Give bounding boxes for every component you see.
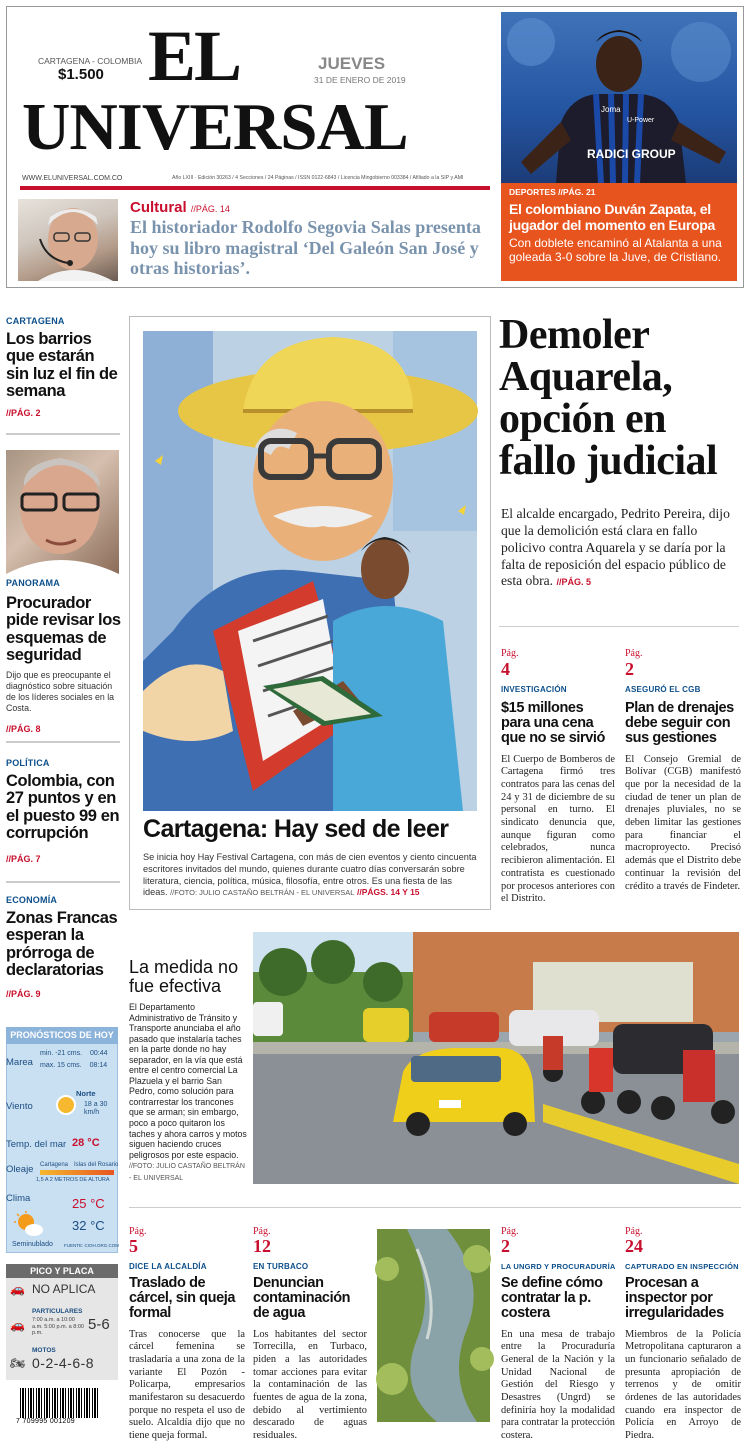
traffic-text: [129, 1002, 247, 1183]
segovia-portrait: [18, 199, 118, 281]
barcode-number: 7 709995 001209: [16, 1418, 75, 1425]
motorcycle-icon: 🏍: [10, 1356, 26, 1370]
sun-cloud-svg: [14, 1211, 44, 1237]
left-story-4-page: //PÁG. 9: [6, 989, 41, 1000]
weather-min-val: -21 cms.: [55, 1050, 83, 1057]
procurador-illustration: [6, 450, 119, 574]
barcode: [20, 1388, 98, 1418]
bottom-story-1[interactable]: [129, 1226, 245, 1443]
left-story-2-text: Dijo que es preocupante el diagnóstico sobre situación de los líderes sociales en la Costa.: [6, 670, 115, 714]
wind-compass-icon: [56, 1095, 76, 1115]
procurador-photo: [6, 450, 119, 574]
mural-illustration: [143, 331, 477, 811]
jersey-brand: Joma: [601, 105, 621, 114]
mid-story-2[interactable]: [625, 648, 741, 893]
weather-max-time: 08:14: [89, 1062, 108, 1069]
feature-page: //PÁGS. 14 Y 15: [357, 887, 420, 898]
traffic-photo[interactable]: [253, 932, 739, 1184]
bottom-story-2-pag-num: 12: [253, 1236, 271, 1256]
bottom-story-2-pag-label: Pág.: [253, 1226, 271, 1237]
weather-source: FUENTE: CIOH.ORG.COM: [64, 1243, 119, 1248]
weather-clima-desc: Seminublado: [12, 1241, 53, 1248]
weather-viento-label: Viento: [6, 1101, 33, 1112]
traffic-illustration: [253, 932, 739, 1184]
pico-placa-row2-times: 7:00 a.m. a 10:00 a.m. 5:00 p.m. a 8:00 p.m.: [32, 1317, 84, 1337]
left-story-3-headline: Colombia, con 27 puntos y en el puesto 99 en corrupción: [6, 772, 120, 842]
weather-marea-label: Marea: [6, 1057, 33, 1068]
masthead-price: $1.500: [58, 66, 104, 83]
sports-teaser-box[interactable]: [501, 183, 737, 281]
weather-temp-max: 32 °C: [72, 1218, 105, 1233]
left-story-2[interactable]: [6, 578, 122, 734]
masthead-logo-el: EL: [148, 16, 241, 96]
traffic-headline[interactable]: La medida no fue efectiva: [129, 957, 239, 997]
pico-placa-row3-label: MOTOS: [32, 1347, 56, 1354]
wave-bar: [40, 1170, 114, 1175]
mid-story-1-text: El Cuerpo de Bomberos de Cartagena firmó tres contratos para las cenas del 24 y 31 de diciembre de su personal en turno. El sindicato denuncia que, aunque figuran como celebrados, nunca recibieron alimentación. El contratista es cuestionado por procesos anteriores con el Distrito.: [501, 753, 615, 905]
mid-story-1-pag-label: Pág.: [501, 648, 519, 659]
mid-story-1-pag-num: 4: [501, 659, 510, 679]
left-story-1[interactable]: [6, 316, 120, 418]
bottom-story-1-headline: Traslado de cárcel, sin queja formal: [129, 1275, 236, 1322]
bottom-story-3-section: LA UNGRD Y PROCURADURÍA: [501, 1262, 616, 1271]
top-teaser-text[interactable]: El historiador Rodolfo Segovia Salas presenta hoy su libro magistral ‘Del Galeón San José y otras historias’.: [130, 217, 481, 279]
weather-max-val: 15 cms.: [57, 1062, 82, 1069]
left-story-2-section: PANORAMA: [6, 578, 60, 588]
pico-placa-row3-value: 0-2-4-6-8: [32, 1355, 95, 1371]
left-divider-2: [6, 741, 120, 743]
left-story-2-headline: Procurador pide revisar los esquemas de seguridad: [6, 594, 121, 664]
mid-story-2-headline: Plan de drenajes debe seguir con sus gestiones: [625, 700, 734, 747]
pico-placa-title: PICO Y PLACA: [6, 1264, 118, 1278]
left-story-3[interactable]: [6, 758, 122, 864]
bottom-story-4-section: CAPTURADO EN INSPECCIÓN: [625, 1262, 739, 1271]
portrait-illustration: [18, 199, 118, 281]
bottom-story-4-pag-label: Pág.: [625, 1226, 643, 1237]
weather-min-time: 00:44: [89, 1050, 108, 1057]
weather-marea-min: [40, 1050, 108, 1057]
zapata-illustration: [501, 12, 737, 183]
top-teaser-section-label: Cultural: [130, 199, 187, 216]
left-divider-1: [6, 433, 120, 435]
main-divider: [499, 626, 739, 627]
feature-caption-text: Se inicia hoy Hay Festival Cartagena, con más de cien eventos y ciento cincuenta escritores invitados del mundo, quienes durante cuatro días conversarán sobre literatura, ciencia, política, música, filosofía, entre otros. Es una fiesta de las ideas.: [143, 852, 477, 898]
pico-placa-row1-value: NO APLICA: [32, 1282, 96, 1296]
weather-temp-mar: 28 °C: [72, 1137, 100, 1149]
left-story-3-page: //PÁG. 7: [6, 854, 41, 865]
car-icon-2: 🚗: [10, 1318, 25, 1332]
pico-placa-row2-value: 5-6: [88, 1316, 110, 1333]
bottom-story-4-pag-num: 24: [625, 1236, 643, 1256]
left-story-3-section: POLÍTICA: [6, 758, 50, 768]
left-story-1-page: //PÁG. 2: [6, 408, 41, 419]
weather-oleaje-cartagena: Cartagena: [40, 1162, 69, 1168]
masthead-city: CARTAGENA - COLOMBIA: [38, 56, 143, 66]
main-page: //PÁG. 5: [556, 577, 592, 588]
bottom-story-3[interactable]: [501, 1226, 615, 1443]
left-story-4-section: ECONOMÍA: [6, 895, 58, 905]
jersey-sponsor1: U-Power: [627, 117, 655, 124]
top-teaser-section: [130, 199, 230, 216]
bottom-story-3-pag-label: Pág.: [501, 1226, 519, 1237]
bottom-story-2-headline: Denuncian contaminación de agua: [253, 1275, 351, 1322]
sports-teaser-section-label: DEPORTES: [509, 187, 556, 197]
masthead-edition-info: Año LXIII · Edición 30263 / 4 Secciones / 24 Páginas / ISSN 0122-6843 / Licencia Mingobierno 003384 / Afiliado a la SIP y AMI: [172, 175, 464, 181]
weather-temp-min: 25 °C: [72, 1196, 105, 1211]
bottom-story-2[interactable]: [253, 1226, 367, 1443]
feature-caption: [143, 852, 477, 899]
weather-min-label: min.: [40, 1050, 54, 1057]
sports-teaser-headline: El colombiano Duván Zapata, el jugador del momento en Europa: [509, 201, 715, 233]
left-story-2-page: //PÁG. 8: [6, 724, 41, 735]
sports-teaser-page: //PÁG. 21: [558, 187, 596, 197]
traffic-text-body: El Departamento Administrativo de Tránsito y Transporte anunciaba el año pasado que instalaría taches en la parte donde no hay separador, en la vía que está entre el centro comercial La Plazuela y el barrio San Pedro, como solución para contrarrestar los trancones que se arman; sin embargo, poco a poco quitaron los taches y ahora carros y motos siguen haciendo cruces peligrosos por este espacio.: [129, 1002, 247, 1160]
partly-cloudy-icon: [14, 1211, 44, 1237]
bottom-story-3-headline: Se define cómo contratar la p. costera: [501, 1275, 603, 1322]
bottom-story-2-section: EN TURBACO: [253, 1262, 309, 1271]
bottom-story-1-pag-num: 5: [129, 1236, 138, 1256]
mid-story-2-text: El Consejo Gremial de Bolívar (CGB) manifestó que por la necesidad de la ciudad de tener un plan de drenajes pluviales, no se deben limitar las gestiones para financiar el macroproyecto. Precisó además que el Distrito debe continuar la revisión del crédito a través de Findeter.: [625, 753, 741, 892]
mid-story-2-section: ASEGURÓ EL CGB: [625, 685, 701, 694]
weather-marea-max: [40, 1062, 107, 1069]
bottom-story-3-text: En una mesa de trabajo entre la Procuraduría General de la Nación y la Unidad Nacional de Gestión del Riesgo y Desastres (Ungrd) se definiría hoy la modalidad para contratar la protección costera.: [501, 1328, 615, 1442]
mid-story-1-headline: $15 millones para una cena que no se sirvió: [501, 700, 605, 747]
mid-story-1-section: INVESTIGACIÓN: [501, 685, 567, 694]
sports-teaser-text: Con doblete encaminó al Atalanta a una goleada 3-0 sobre la Juve, de Cristiano.: [509, 236, 722, 265]
sports-teaser-section: [509, 187, 729, 197]
bottom-story-4[interactable]: [625, 1226, 741, 1443]
mid-story-2-pag-label: Pág.: [625, 648, 643, 659]
hay-festival-photo[interactable]: [143, 331, 477, 811]
bottom-story-1-pag-label: Pág.: [129, 1226, 147, 1237]
bottom-row-divider: [129, 1207, 741, 1208]
water-contamination-photo[interactable]: [377, 1229, 490, 1422]
zapata-photo[interactable]: [501, 12, 737, 183]
pico-placa-row2-label: PARTICULARES: [32, 1308, 83, 1315]
bottom-story-1-text: Tras conocerse que la cárcel femenina se trasladaría a una zona de la variante El Pozón - Policarpa, empresarios manifestaron su desacuerdo porque no respeta el uso de suelo. Alcaldía dijo que no tiene queja formal.: [129, 1328, 245, 1442]
main-text-body: El alcalde encargado, Pedrito Pereira, dijo que la demolición está clara en fallo policivo contra Aquarela y se daría por la falta de reposición del espacio público de esta obra.: [501, 506, 730, 589]
bottom-story-1-section: DICE LA ALCALDÍA: [129, 1262, 207, 1271]
left-story-4[interactable]: [6, 895, 122, 999]
masthead-logo-universal: UNIVERSAL: [22, 90, 408, 164]
bottom-story-3-pag-num: 2: [501, 1236, 510, 1256]
main-text: [501, 506, 741, 590]
feature-headline[interactable]: Cartagena: Hay sed de leer: [143, 815, 449, 843]
main-headline[interactable]: Demoler Aquarela, opción en fallo judicial: [499, 312, 718, 484]
feature-credit: //FOTO: JULIO CASTAÑO BELTRÁN - EL UNIVERSAL: [170, 888, 355, 898]
weather-oleaje-label: Oleaje: [6, 1164, 34, 1175]
weather-oleaje-islas: Islas del Rosario: [74, 1162, 119, 1168]
weather-viento-dir: Norte: [76, 1089, 96, 1098]
bottom-story-2-text: Los habitantes del sector Torrecilla, en Turbaco, piden a las autoridades tomar acciones para evitar la contaminación de las fuentes de agua de la zona, debido al vertimiento descarado de aguas residuales.: [253, 1328, 367, 1442]
masthead-website[interactable]: WWW.ELUNIVERSAL.COM.CO: [22, 175, 123, 182]
creek-illustration: [377, 1229, 490, 1422]
bottom-story-4-headline: Procesan a inspector por irregularidades: [625, 1275, 724, 1322]
mid-story-1[interactable]: [501, 648, 615, 906]
masthead-red-rule: [20, 186, 490, 190]
left-divider-3: [6, 881, 120, 883]
traffic-credit: //FOTO: JULIO CASTAÑO BELTRÁN - EL UNIVERSAL: [129, 1163, 245, 1182]
weather-viento-speed: 18 a 30 km/h: [84, 1101, 108, 1117]
weather-max-label: max.: [40, 1062, 56, 1069]
left-story-1-headline: Los barrios que estarán sin luz el fin de semana: [6, 330, 118, 400]
weather-temp-mar-label: Temp. del mar: [6, 1139, 67, 1150]
top-teaser-page: //PÁG. 14: [190, 204, 230, 214]
left-story-1-section: CARTAGENA: [6, 316, 65, 326]
car-icon-1: 🚗: [10, 1282, 25, 1296]
masthead-day: JUEVES: [318, 54, 386, 73]
jersey-sponsor2: RADICI GROUP: [587, 147, 676, 161]
bottom-story-4-text: Miembros de la Policía Metropolitana capturaron a un funcionario señalado de presunta apropiación de terrenos y de omitir órdenes de las autoridades cuando era inspector de Policía en Arroyo de Piedra.: [625, 1328, 741, 1442]
mid-story-2-pag-num: 2: [625, 659, 634, 679]
weather-clima-label: Clima: [6, 1193, 31, 1204]
weather-title: PRONÓSTICOS DE HOY: [6, 1027, 118, 1044]
weather-oleaje-note: 1,5 A 2 METROS DE ALTURA: [36, 1177, 110, 1183]
masthead-date: 31 DE ENERO DE 2019: [314, 75, 406, 85]
left-story-4-headline: Zonas Francas esperan la prórroga de declaratorias: [6, 909, 118, 979]
